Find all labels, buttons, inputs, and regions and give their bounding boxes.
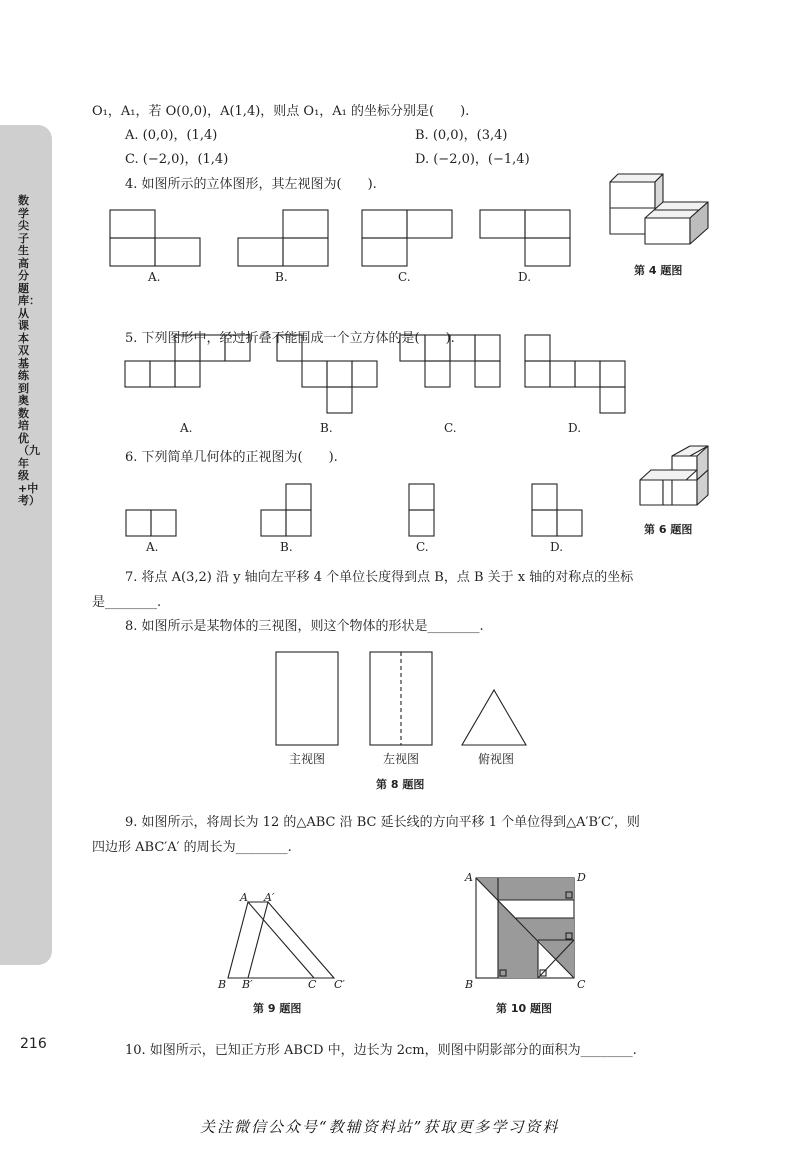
q6-label-b: B.	[280, 540, 293, 554]
q4-caption: 第 4 题图	[634, 264, 683, 277]
q5-label-a: A.	[180, 421, 193, 435]
q9-line2: 四边形 ABC′A′ 的周长为________.	[92, 840, 292, 855]
q3-option-c: C. (−2,0)，(1,4)	[125, 152, 229, 167]
q6-label-a: A.	[146, 540, 159, 554]
q10-point-b: B	[465, 978, 474, 991]
q8-view-front: 主视图	[289, 752, 326, 766]
q5-label-d: D.	[568, 421, 582, 435]
q10-point-d: D	[577, 871, 586, 884]
q9-point-a1: A′	[264, 891, 275, 904]
q6-label-c: C.	[416, 540, 429, 554]
q6-caption: 第 6 题图	[644, 523, 693, 536]
q6-stem: 6. 下列简单几何体的正视图为( ).	[125, 450, 338, 465]
q9-point-b1: B′	[242, 978, 253, 991]
q7-line1: 7. 将点 A(3,2) 沿 y 轴向左平移 4 个单位长度得到点 B，点 B 关于 x 轴的对称点的坐标	[125, 570, 634, 585]
q8-view-left: 左视图	[383, 752, 420, 766]
q4-label-c: C.	[398, 270, 411, 284]
q6-label-d: D.	[550, 540, 564, 554]
q3-option-a: A. (0,0)，(1,4)	[125, 128, 218, 143]
q10-point-a: A	[465, 871, 473, 884]
q8-caption: 第 8 题图	[376, 778, 425, 791]
q9-point-b: B	[218, 978, 227, 991]
q4-label-b: B.	[275, 270, 288, 284]
q3-option-d: D. (−2,0)，(−1,4)	[415, 152, 530, 167]
q9-caption: 第 9 题图	[253, 1002, 302, 1015]
q9-line1: 9. 如图所示，将周长为 12 的△ABC 沿 BC 延长线的方向平移 1 个单位得到△A′B′C′，则	[125, 815, 640, 830]
q8-view-top: 俯视图	[478, 752, 515, 766]
q8-stem: 8. 如图所示是某物体的三视图，则这个物体的形状是________.	[125, 619, 484, 634]
q4-stem: 4. 如图所示的立体图形，其左视图为( ).	[125, 177, 377, 192]
q5-stem: 5. 下列图形中，经过折叠不能围成一个立方体的是( ).	[125, 331, 455, 346]
q3-stem: O₁，A₁，若 O(0,0)，A(1,4)，则点 O₁，A₁ 的坐标分别是( ).	[92, 104, 470, 119]
q9-point-a: A	[240, 891, 248, 904]
q10-caption: 第 10 题图	[496, 1002, 552, 1015]
side-tab-text: 数学尖子生高分题库：从课本双基练到奥数培优（九年级+中考）	[18, 194, 40, 507]
q5-label-c: C.	[444, 421, 457, 435]
q9-point-c: C	[308, 978, 317, 991]
q5-label-b: B.	[320, 421, 333, 435]
page-number: 216	[20, 1036, 47, 1052]
q10-point-c: C	[577, 978, 586, 991]
q3-option-b: B. (0,0)，(3,4)	[415, 128, 508, 143]
q10-stem: 10. 如图所示，已知正方形 ABCD 中，边长为 2cm，则图中阴影部分的面积为________.	[125, 1043, 637, 1058]
q7-line2: 是________.	[92, 595, 162, 610]
q4-label-d: D.	[518, 270, 532, 284]
q9-point-c1: C′	[334, 978, 345, 991]
footer-notice: 关注微信公众号“教辅资料站”获取更多学习资料	[200, 1118, 560, 1136]
q4-label-a: A.	[148, 270, 161, 284]
